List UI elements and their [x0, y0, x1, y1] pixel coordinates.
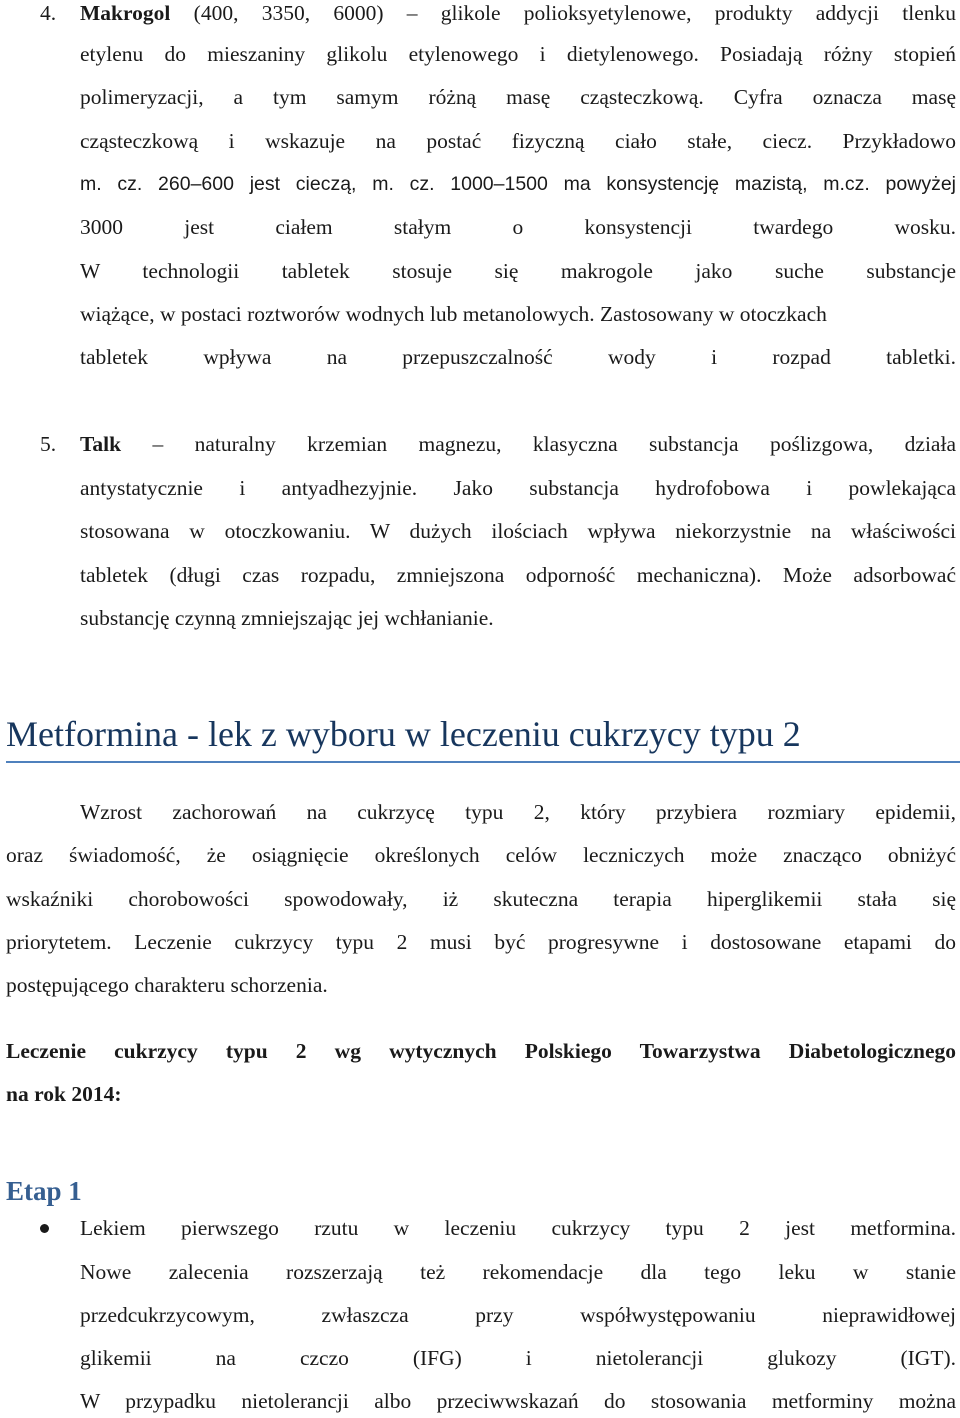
- item4-line-8: wiążące, w postaci roztworów wodnych lub metanolowych. Zastosowany w otoczkach: [80, 302, 827, 326]
- term-makrogol: Makrogol: [80, 1, 171, 25]
- heading-underline: [6, 761, 960, 763]
- intro-line-5: postępującego charakteru schorzenia.: [6, 973, 328, 997]
- bullet-line-2: Nowe zalecenia rozszerzają też rekomendacje dla tego leku w stanie: [80, 1260, 956, 1284]
- guidelines-line-2: na rok 2014:: [6, 1082, 122, 1106]
- item4-line-5: m. cz. 260–600 jest cieczą, m. cz. 1000–1500 ma konsystencję mazistą, m.cz. powyżej: [80, 173, 956, 195]
- item4-line-7: W technologii tabletek stosuje się makrogole jako suche substancje: [80, 259, 956, 283]
- intro-line-3: wskaźniki chorobowości spowodowały, iż skuteczna terapia hiperglikemii stała się: [6, 887, 956, 911]
- item5-line-4: tabletek (długi czas rozpadu, zmniejszona odporność mechaniczna). Może adsorbować: [80, 563, 956, 587]
- item4-line-9: tabletek wpływa na przepuszczalność wody i rozpad tabletki.: [80, 345, 956, 369]
- intro-line-1: Wzrost zachorowań na cukrzycę typu 2, który przybiera rozmiary epidemii,: [80, 800, 956, 824]
- term-talk: Talk: [80, 432, 122, 456]
- list-number-5: 5.: [40, 432, 57, 456]
- item5-line-1: Talk – naturalny krzemian magnezu, klasyczna substancja poślizgowa, działa: [80, 432, 956, 456]
- bullet-line-1: Lekiem pierwszego rzutu w leczeniu cukrzycy typu 2 jest metformina.: [80, 1216, 956, 1240]
- bullet-line-3: przedcukrzycowym, zwłaszcza przy współwystępowaniu nieprawidłowej: [80, 1303, 956, 1327]
- item4-line-3: polimeryzacji, a tym samym różną masę cząsteczkową. Cyfra oznacza masę: [80, 85, 956, 109]
- item5-line-5: substancję czynną zmniejszając jej wchłanianie.: [80, 606, 494, 630]
- bullet-line-4: glikemii na czczo (IFG) i nietolerancji glukozy (IGT).: [80, 1346, 956, 1370]
- section-heading: Metformina - lek z wyboru w leczeniu cukrzycy typu 2: [6, 714, 801, 754]
- intro-line-4: priorytetem. Leczenie cukrzycy typu 2 musi być progresywne i dostosowane etapami do: [6, 930, 956, 954]
- intro-line-2: oraz świadomość, że osiągnięcie określonych celów leczniczych może znacząco obniżyć: [6, 843, 956, 867]
- item4-line-4: cząsteczkową i wskazuje na postać fizyczną ciało stałe, ciecz. Przykładowo: [80, 129, 956, 153]
- bullet-line-5: W przypadku nietolerancji albo przeciwwskazań do stosowania metforminy można: [80, 1389, 956, 1413]
- item4-line-6: 3000 jest ciałem stałym o konsystencji twardego wosku.: [80, 215, 956, 239]
- item5-line-2: antystatycznie i antyadhezyjnie. Jako substancja hydrofobowa i powlekająca: [80, 476, 956, 500]
- list-number-4: 4.: [40, 1, 57, 25]
- bullet-dot: [40, 1224, 49, 1233]
- item5-line-3: stosowana w otoczkowaniu. W dużych ilościach wpływa niekorzystnie na właściwości: [80, 519, 956, 543]
- item4-line-2: etylenu do mieszaniny glikolu etylenowego i dietylenowego. Posiadają różny stopień: [80, 42, 956, 66]
- guidelines-line-1: Leczenie cukrzycy typu 2 wg wytycznych Polskiego Towarzystwa Diabetologicznego: [6, 1039, 956, 1063]
- item4-line-1: Makrogol (400, 3350, 6000) – glikole polioksyetylenowe, produkty addycji tlenku: [80, 1, 956, 25]
- etap-heading: Etap 1: [6, 1176, 82, 1206]
